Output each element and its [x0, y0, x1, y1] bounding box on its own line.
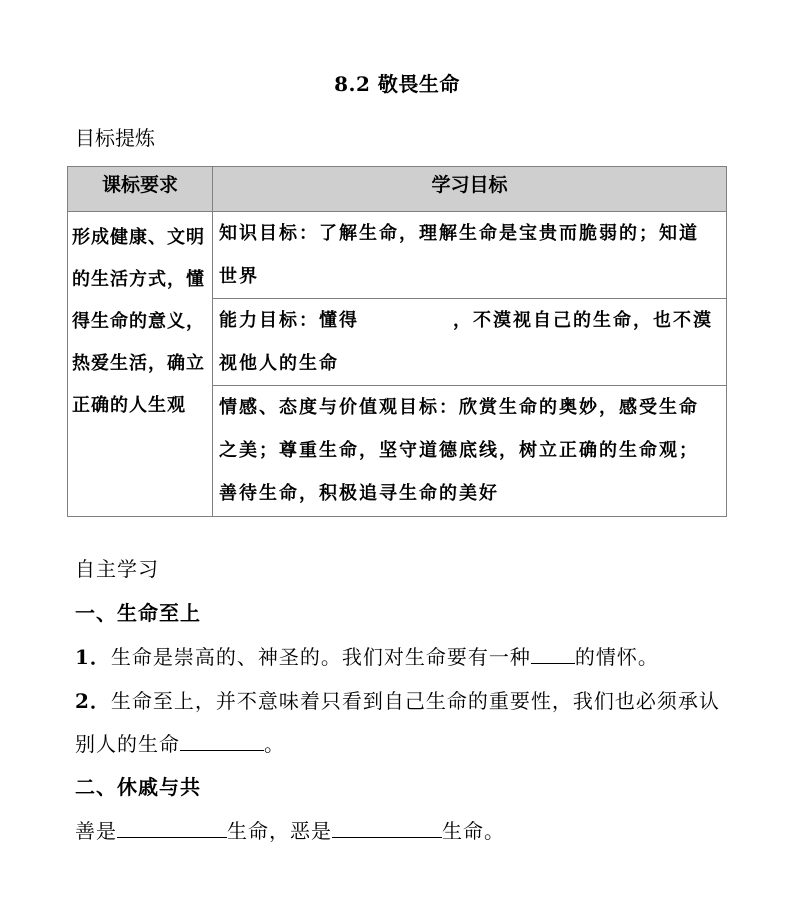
section2-heading: 二、休戚与共: [75, 775, 201, 799]
section2-line: [75, 810, 734, 853]
page-title: 8.2 敬畏生命: [334, 72, 460, 96]
requirement-cell: 形成健康、文明的生活方式，懂得生命的意义，热爱生活，确立正确的人生观: [68, 212, 213, 517]
item1-text-b: 的情怀。: [574, 645, 659, 669]
item2-text-b: 。: [264, 732, 285, 756]
section2-text-a: 善是: [75, 819, 117, 843]
section1-heading: 一、生命至上: [75, 601, 201, 625]
section2-blank-2[interactable]: [332, 815, 442, 838]
section1-item2: [75, 680, 734, 766]
goal-knowledge-cell: 知识目标：了解生命，理解生命是宝贵而脆弱的；知道世界: [213, 212, 727, 299]
goal-ability-prefix: 能力目标：懂得: [219, 310, 359, 331]
goal-emotion-cell: 情感、态度与价值观目标：欣赏生命的奥妙，感受生命之美；尊重生命，坚守道德底线，树立正确的生命观；善待生命，积极追寻生命的美好: [213, 386, 727, 517]
objectives-heading: 目标提炼: [75, 126, 155, 150]
goal-ability-cell: [213, 299, 727, 386]
header-requirement: 课标要求: [68, 167, 213, 212]
section2-text-b: 生命，恶是: [227, 819, 332, 843]
section2-blank-1[interactable]: [117, 815, 227, 838]
item2-text-a: 生命至上，并不意味着只看到自己生命的重要性，我们也必须承认别人的生命: [75, 689, 720, 756]
table-row: [68, 212, 727, 299]
objectives-table: [67, 166, 727, 517]
section1-item1: [75, 636, 734, 679]
table-header-row: [68, 167, 727, 212]
goal-ability-suffix: ，不漠视自己的生命，也不漠视他人的生命: [219, 310, 713, 374]
item1-text-a: 生命是崇高的、神圣的。我们对生命要有一种: [110, 645, 531, 669]
self-study-heading: 自主学习: [75, 557, 159, 581]
item1-number: 1．: [75, 645, 111, 669]
header-goals: 学习目标: [213, 167, 727, 212]
item2-number: 2．: [75, 689, 111, 713]
item2-blank[interactable]: [180, 728, 264, 751]
item1-blank[interactable]: [531, 641, 575, 664]
section2-text-c: 生命。: [442, 819, 505, 843]
